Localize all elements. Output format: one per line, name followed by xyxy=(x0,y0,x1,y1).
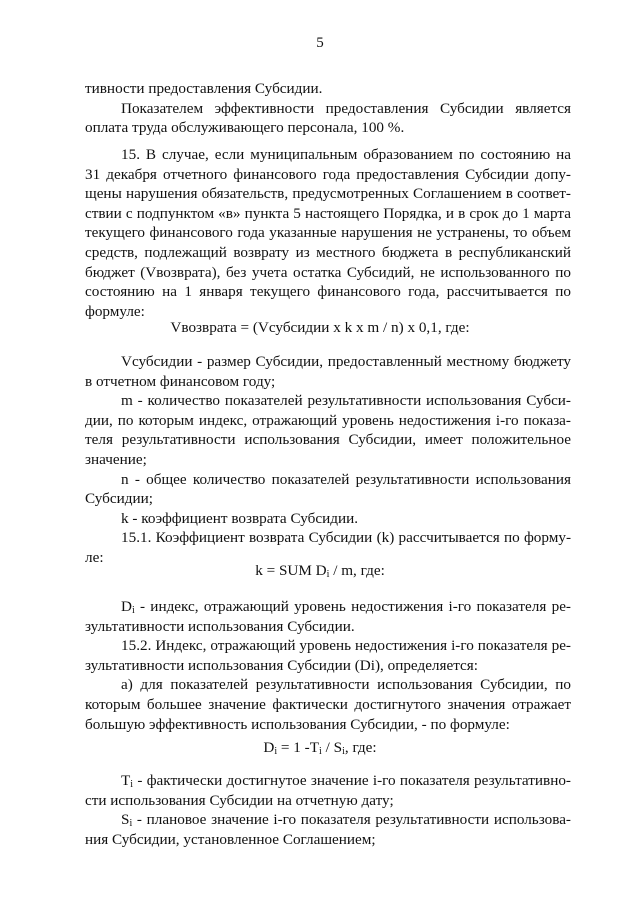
text-line-si xyxy=(85,810,571,830)
text-line-ti-cont: сти использования Субсидии на отчетную дату; xyxy=(85,791,394,809)
formula-k-sub: i xyxy=(326,569,330,580)
formula-definitions-block xyxy=(85,352,571,568)
si-definition-text: - плановое значение i-го показателя результативности использова- xyxy=(132,811,571,829)
text-line: 15.1. Коэффициент возврата Субсидии (k) рассчитывается по форму- xyxy=(121,529,571,547)
formula-di-b-sub: i xyxy=(319,746,322,757)
di-symbol: D xyxy=(121,598,132,615)
text-line: состоянию на 1 января текущего финансового года, рассчитывается по xyxy=(85,283,571,301)
formula-v-return: Vвозврата = (Vсубсидии x k x m / n) x 0,1, где: xyxy=(170,319,470,336)
formula-di xyxy=(0,738,640,758)
text-line-ti xyxy=(85,771,571,791)
text-line: теля результативности использования Субсидии, имеет положительное xyxy=(85,431,571,449)
paragraph-15-2-block xyxy=(85,597,571,734)
formula-di-c-sub: i xyxy=(342,746,345,757)
formula-k xyxy=(0,561,640,581)
ti-si-definitions xyxy=(85,771,571,849)
text-line: которым большее значение фактически достигнутого значения отражает xyxy=(85,695,571,713)
formula-di-c: / S xyxy=(321,739,343,756)
formula-k-post: / m, где: xyxy=(329,562,385,579)
text-line-si-cont: ния Субсидии, установленное Соглашением; xyxy=(85,830,376,848)
text-line-di-definition xyxy=(85,597,571,617)
text-line: формуле: xyxy=(85,302,145,320)
text-line: большую эффективность использования Субсидии, - по формуле: xyxy=(85,715,510,733)
page-number: 5 xyxy=(316,35,324,51)
paragraph-15 xyxy=(85,145,571,321)
text-line: бюджет (Vвозврата), без учета остатка Субсидий, не использованного по xyxy=(85,263,571,281)
text-line: в отчетном финансовом году; xyxy=(85,372,276,390)
paragraph-block-1 xyxy=(85,79,571,138)
di-definition-text: - индекс, отражающий уровень недостижения i-го показателя ре- xyxy=(134,598,571,615)
formula-di-b: = 1 -T xyxy=(277,739,320,756)
text-line: 31 декабря отчетного финансового года предоставления Субсидии допу- xyxy=(85,165,571,183)
text-line: средств, подлежащий возврату из местного бюджета в республиканский xyxy=(85,243,571,261)
text-line: Показателем эффективности предоставления Субсидии является xyxy=(121,99,571,117)
text-line: 15.2. Индекс, отражающий уровень недостижения i-го показателя ре- xyxy=(121,637,571,655)
text-line: щены нарушения обязательств, предусмотренных Соглашением в соответ- xyxy=(85,185,571,203)
formula-di-d: , где: xyxy=(344,739,377,756)
text-line: ствии с подпунктом «в» пункта 5 настоящего Порядка, и в срок до 1 марта xyxy=(85,204,571,222)
text-line: Субсидии; xyxy=(85,490,153,508)
formula-di-a: D xyxy=(263,739,275,756)
formula-di-a-sub: i xyxy=(274,746,278,757)
text-line: а) для показателей результативности использования Субсидии, по xyxy=(121,676,571,694)
text-line: дии, по которым индекс, отражающий уровень недостижения i-го показа- xyxy=(85,411,571,429)
paragraph-15-2-lines xyxy=(85,617,571,735)
si-sub: i xyxy=(129,818,133,830)
text-line: зультативности использования Субсидии (Di), определяется: xyxy=(85,656,479,674)
text-line: Vсубсидии - размер Субсидии, предоставленный местному бюджету xyxy=(121,353,571,370)
ti-symbol: T xyxy=(121,772,131,789)
text-line: m - количество показателей результативности использования Субси- xyxy=(121,392,571,410)
text-line: n - общее количество показателей результативности использования xyxy=(121,470,571,488)
text-line: ле: xyxy=(85,548,104,566)
formula-k-pre: k = SUM D xyxy=(255,562,327,579)
text-line: тивности предоставления Субсидии. xyxy=(85,80,323,97)
si-symbol: S xyxy=(121,811,130,829)
text-line: k - коэффициент возврата Субсидии. xyxy=(121,509,358,527)
text-line: зультативности использования Субсидии. xyxy=(85,617,355,635)
ti-sub: i xyxy=(130,779,134,790)
di-sub: i xyxy=(131,605,135,616)
text-line: текущего финансового года указанные нарушения не устранены, то объем xyxy=(85,224,571,242)
text-line: 15. В случае, если муниципальным образованием по состоянию на xyxy=(121,146,571,163)
text-line: оплата труда обслуживающего персонала, 100 %. xyxy=(85,119,405,137)
ti-definition-text: - фактически достигнутое значение i-го показателя результативно- xyxy=(133,772,571,789)
text-line: значение; xyxy=(85,450,147,468)
